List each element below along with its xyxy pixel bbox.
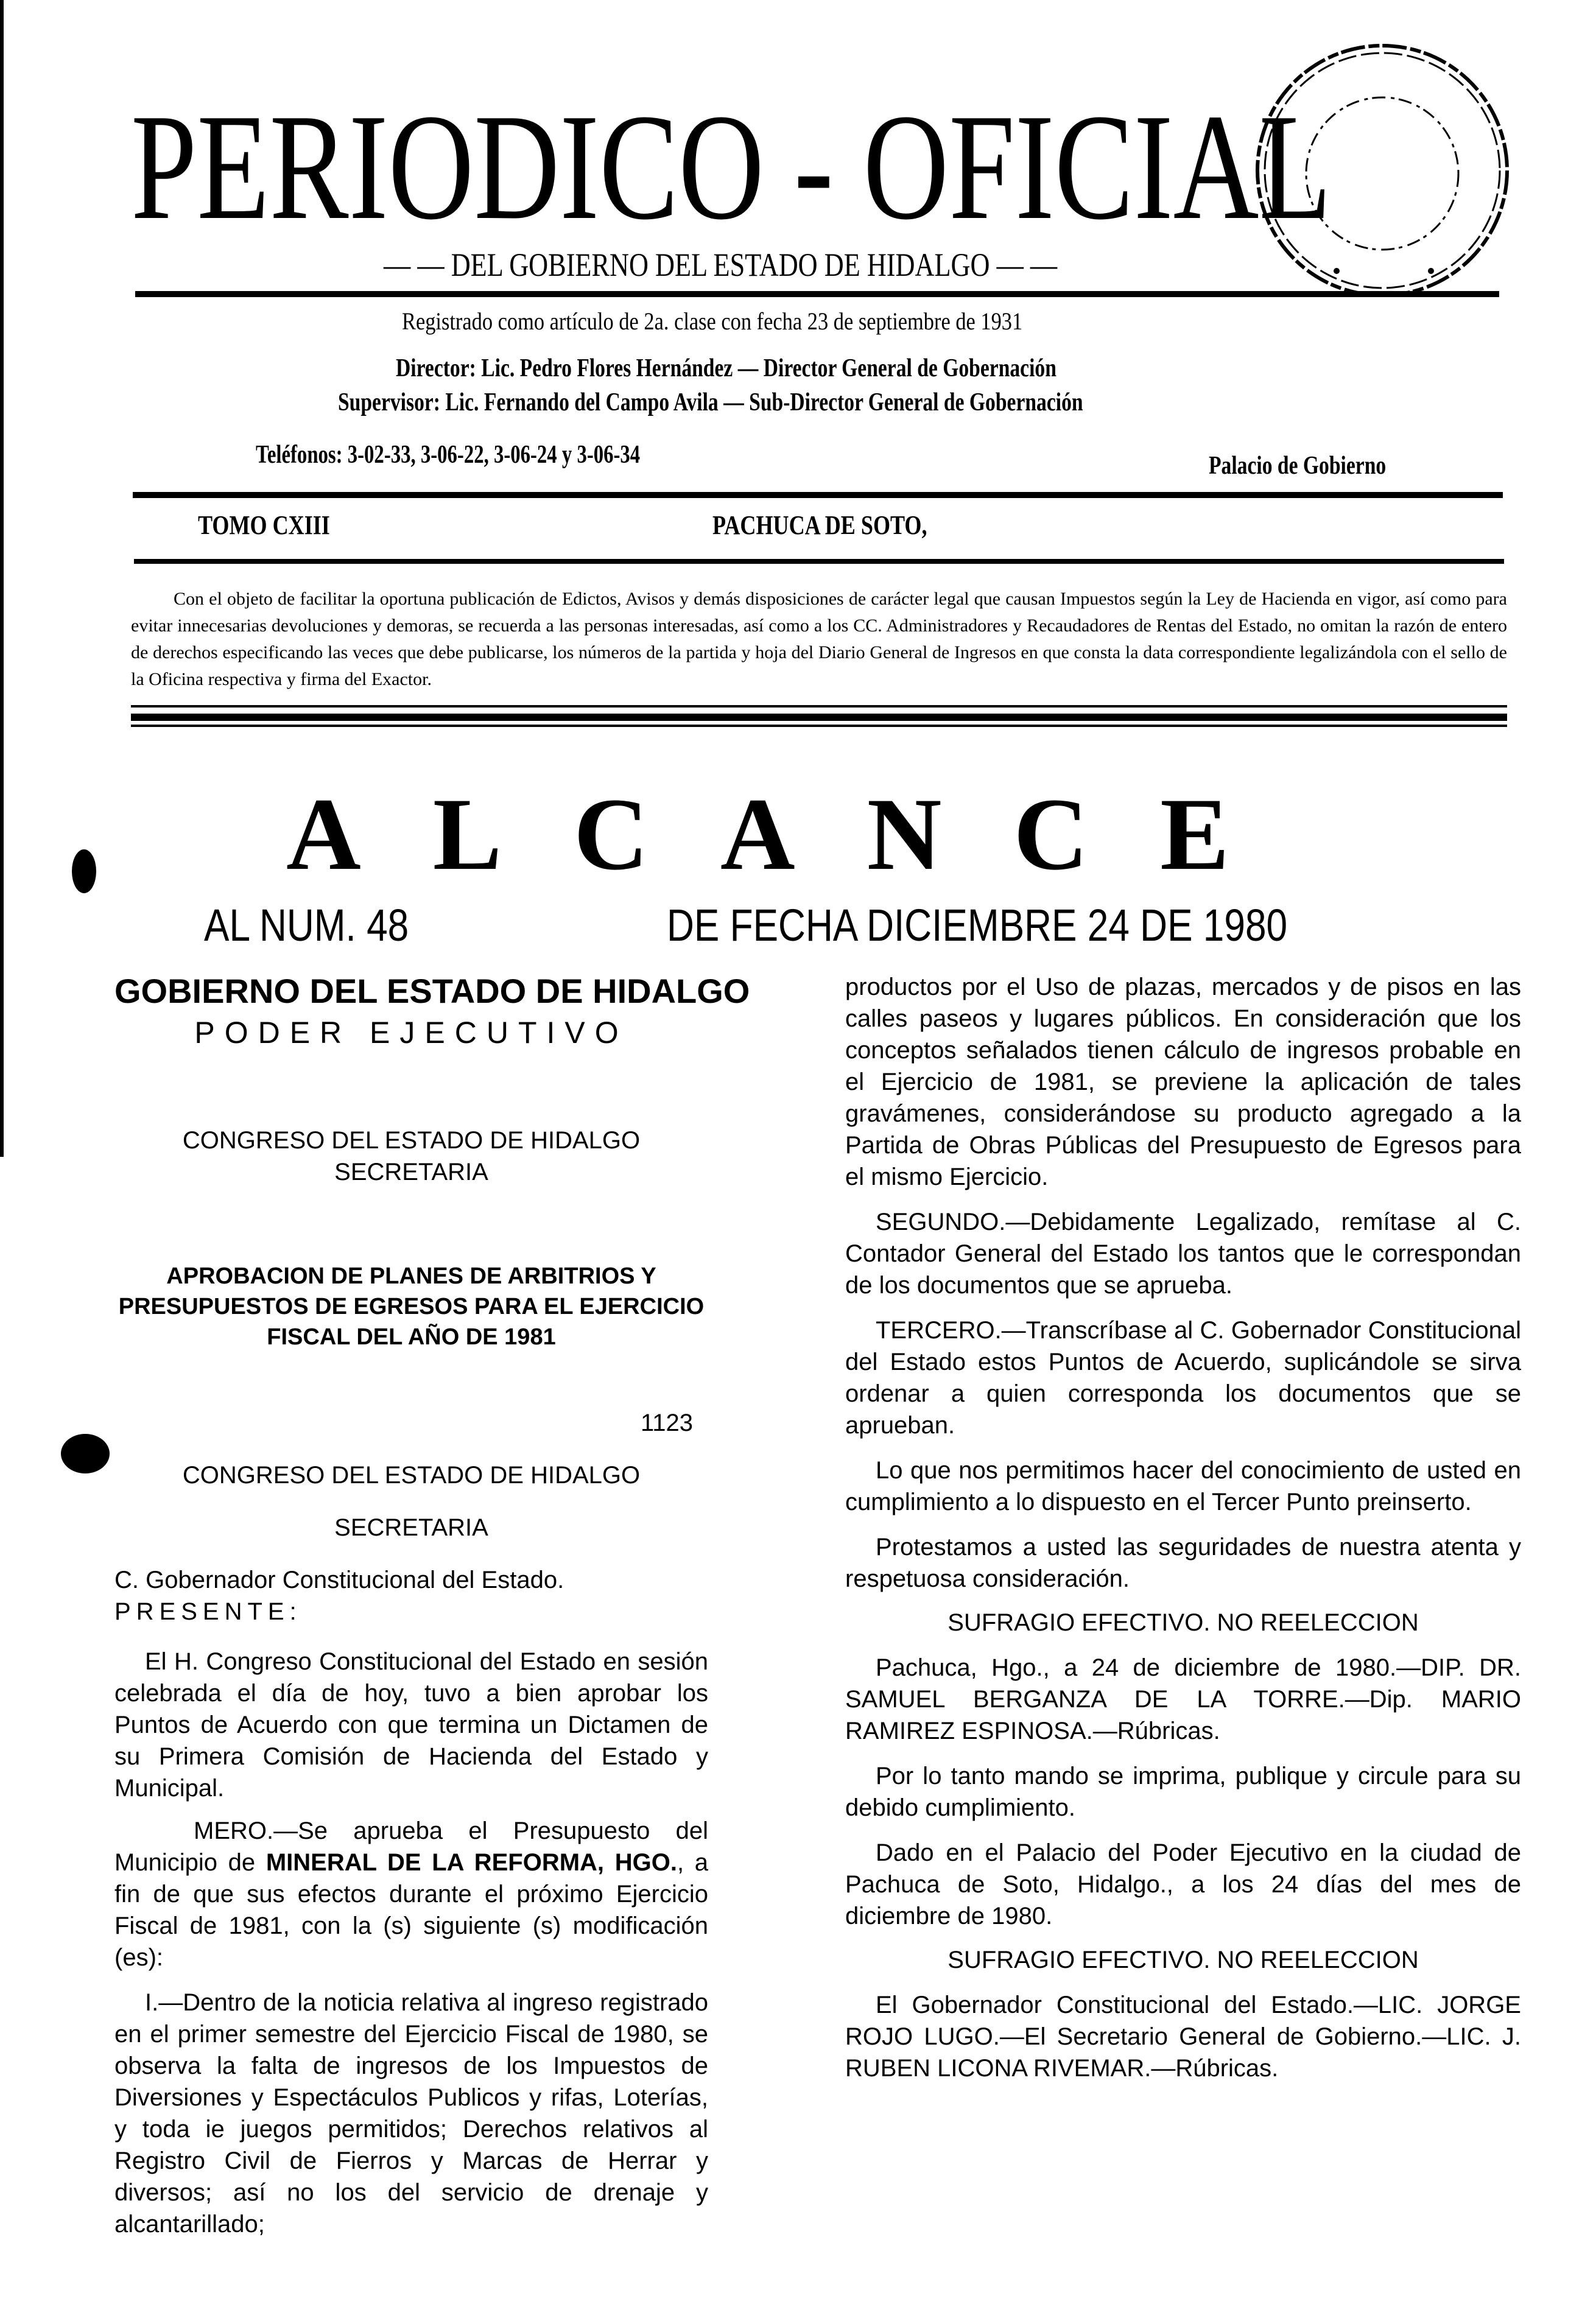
congress-signatures: Pachuca, Hgo., a 24 de diciembre de 1980.—DIP. DR. SAMUEL BERGANZA DE LA TORRE.—Dip. MARIO RAMIREZ ESPINOSA.—Rúbricas. — [845, 1654, 1521, 1744]
decree-title — [114, 1261, 708, 1352]
tercero-paragraph: TERCERO.—Transcríbase al C. Gobernador Constitucional del Estado estos Puntos de Acuerdo, suplicándole se sirva ordenar a quien corresponda los documentos que se aprueban. — [845, 1317, 1521, 1439]
slogan: SUFRAGIO EFECTIVO. NO REELECCION — [947, 1947, 1419, 1973]
phone-numbers: Teléfonos: 3-02-33, 3-06-22, 3-06-24 y 3-06-34 — [256, 441, 641, 469]
secretariat-heading: SECRETARIA — [334, 1514, 488, 1541]
masthead-title: PERIODICO - OFICIAL — [131, 83, 1332, 251]
divider-rule — [131, 714, 1507, 721]
decree-title-line: FISCAL DEL AÑO DE 1981 — [267, 1324, 556, 1350]
city-line: PACHUCA DE SOTO, — [712, 510, 927, 540]
folio-number: 1123 — [640, 1410, 693, 1436]
salutation: PRESENTE: — [114, 1598, 302, 1625]
divider-rule — [133, 492, 1503, 498]
scan-edge — [0, 0, 4, 1157]
item-1-paragraph: I.—Dentro de la noticia relativa al ingreso registrado en el primer semestre del Ejercicio Fiscal de 1980, se observa la falta de ingresos de los Impuestos de Diversiones y Espectáculos Publicos y rifas, Loterías, y toda ie juegos permitidos; Derechos relativos al Registro Civil de Fierros y Marcas de Herrar y diversos; así no los del servicio de drenaje y alcantarillado; — [114, 1989, 708, 2238]
punch-hole — [61, 1434, 110, 1473]
primero-paragraph — [114, 1815, 708, 1973]
municipality-name: MINERAL DE LA REFORMA, HGO. — [265, 1849, 677, 1876]
given-at-paragraph: Dado en el Palacio del Poder Ejecutivo en la ciudad de Pachuca de Soto, Hidalgo., a los 24 días del mes de diciembre de 1980. — [845, 1839, 1521, 1930]
protestamos-paragraph: Protestamos a usted las seguridades de nuestra atenta y respetuosa consideración. — [845, 1534, 1521, 1592]
masthead-subtitle: — — DEL GOBIERNO DEL ESTADO DE HIDALGO — — — [384, 247, 1058, 283]
intro-paragraph: El H. Congreso Constitucional del Estado en sesión celebrada el día de hoy, tuvo a bien aprobar los Puntos de Acuerdo con que termina un Dictamen de su Primera Comisión de Hacienda del Estado y Municipal. — [114, 1648, 708, 1802]
punch-hole — [72, 849, 96, 893]
slogan: SUFRAGIO EFECTIVO. NO REELECCION — [947, 1609, 1419, 1636]
addressee: C. Gobernador Constitucional del Estado. — [114, 1567, 564, 1593]
right-column — [845, 971, 1521, 2084]
executive-signatures: El Gobernador Constitucional del Estado.—LIC. JORGE ROJO LUGO.—El Secretario General de Gobierno.—LIC. J. RUBEN LICONA RIVEMAR.—Rúbricas. — [845, 1992, 1521, 2082]
congress-heading: CONGRESO DEL ESTADO DE HIDALGO — [182, 1462, 641, 1489]
segundo-paragraph: SEGUNDO.—Debidamente Legalizado, remítase al C. Contador General del Estado los tantos que le correspondan de los documentos que se aprueba. — [845, 1209, 1521, 1299]
secretariat-heading: SECRETARIA — [334, 1159, 488, 1185]
primero-lead: MERO.—Se aprueba el Presupuesto del Municipio de — [114, 1817, 708, 1876]
divider-rule — [131, 725, 1507, 727]
divider-rule — [131, 705, 1507, 708]
official-seal-icon — [1248, 37, 1516, 304]
conocimiento-paragraph: Lo que nos permitimos hacer del conocimiento de usted en cumplimiento a lo dispuesto en el Tercer Punto preinserto. — [845, 1457, 1521, 1515]
address: Palacio de Gobierno — [1209, 452, 1387, 480]
volume-number: TOMO CXIII — [198, 510, 330, 540]
left-column — [114, 971, 750, 2240]
decree-title-line: PRESUPUESTOS DE EGRESOS PARA EL EJERCICIO — [118, 1294, 705, 1319]
primero-tail: , a fin de que sus efectos durante el próximo Ejercicio Fiscal de 1981, con la (s) siguiente (s) modificación (es): — [114, 1849, 708, 1971]
supervisor-line: Supervisor: Lic. Fernando del Campo Avila — Sub-Director General de Gobernación — [338, 388, 1083, 416]
branch-title: PODER EJECUTIVO — [194, 1016, 628, 1050]
continuation-paragraph: productos por el Uso de plazas, mercados y de pisos en las calles paseos y lugares públicos. En consideración que los conceptos señalados tienen cálculo de ingresos probable en el Ejercicio de 1981, se previene la aplicación de tales gravámenes, considerándose su producto agregado a la Partida de Obras Públicas del Presupuesto de Egresos para el mismo Ejercicio. — [845, 974, 1521, 1190]
director-line: Director: Lic. Pedro Flores Hernández — Director General de Gobernación — [396, 354, 1056, 382]
mandate-paragraph: Por lo tanto mando se imprima, publique y circule para su debido cumplimiento. — [845, 1763, 1521, 1821]
divider-rule — [134, 559, 1504, 564]
alcance-title: ALCANCE — [286, 777, 1301, 891]
decree-title-line: APROBACION DE PLANES DE ARBITRIOS Y — [166, 1263, 656, 1289]
congress-heading: CONGRESO DEL ESTADO DE HIDALGO — [182, 1127, 641, 1154]
government-title: GOBIERNO DEL ESTADO DE HIDALGO — [114, 972, 750, 1010]
publication-notice: Con el objeto de facilitar la oportuna publicación de Edictos, Avisos y demás disposiciones de carácter legal que causan Impuestos según la Ley de Hacienda en vigor, así como para evitar innecesarias devoluciones y demoras, se recuerda a las personas interesadas, así como a los CC. Administradores y Recaudadores de Rentas del Estado, no omitan la razón de entero de derechos especificando las veces que debe publicarse, los números de la partida y hoja del Diario General de Ingresos en que consta la data correspondiente legalizándola con el sello de la Oficina respectiva y firma del Exactor. — [131, 589, 1507, 689]
issue-date: DE FECHA DICIEMBRE 24 DE 1980 — [667, 900, 1288, 950]
registration-line: Registrado como artículo de 2a. clase con fecha 23 de septiembre de 1931 — [402, 307, 1023, 335]
issue-number: AL NUM. 48 — [204, 900, 409, 950]
